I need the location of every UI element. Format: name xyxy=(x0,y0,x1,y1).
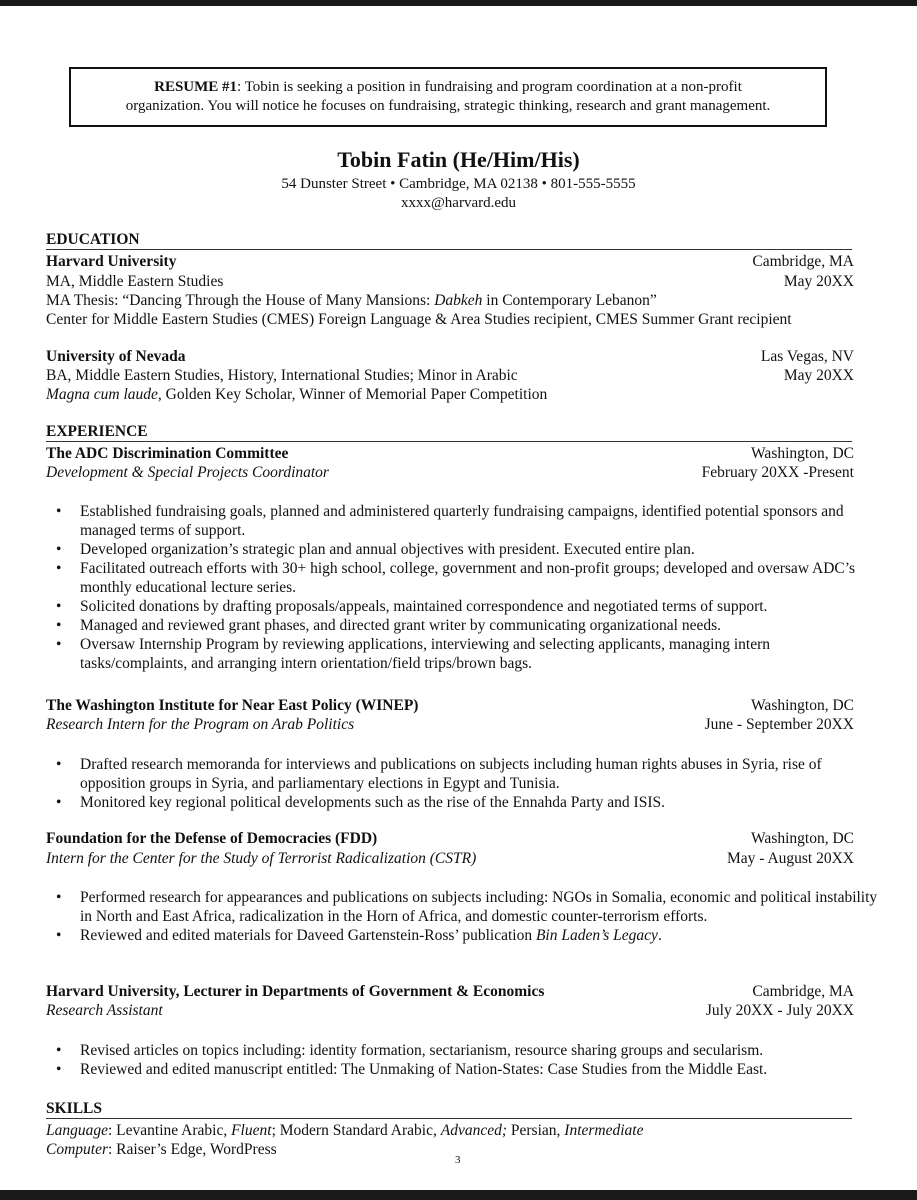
degree: BA, Middle Eastern Studies, History, International Studies; Minor in Arabic xyxy=(46,367,518,384)
education-harvard-degree xyxy=(46,272,854,291)
thesis-prefix: MA Thesis: “Dancing Through the House of Many Mansions: xyxy=(46,292,435,309)
honors-rest: Golden Key Scholar, Winner of Memorial Paper Competition xyxy=(161,386,548,403)
job-location: Washington, DC xyxy=(751,445,854,462)
job-dates: May - August 20XX xyxy=(726,850,854,867)
job-fdd-header xyxy=(46,829,854,848)
list-item: • Revised articles on topics including: identity formation, sectarianism, resource sharing groups and secularism. xyxy=(80,1041,880,1060)
job-role: Development & Special Projects Coordinator xyxy=(46,464,329,481)
top-border-bar xyxy=(0,0,917,6)
list-item: • Facilitated outreach efforts with 30+ high school, college, government and non-profit groups; developed and oversaw ADC’s monthly educational lecture series. xyxy=(80,559,880,597)
job-org: The Washington Institute for Near East Policy (WINEP) xyxy=(46,697,419,714)
job-org: The ADC Discrimination Committee xyxy=(46,445,289,462)
education-harvard-thesis xyxy=(46,291,854,310)
language-2-level: Advanced; xyxy=(440,1122,508,1139)
experience-section-title: EXPERIENCE xyxy=(46,423,852,442)
note-text-line2: organization. You will notice he focuses on fundraising, strategic thinking, research and grant management. xyxy=(125,98,771,114)
job-location: Washington, DC xyxy=(751,830,854,847)
job-dates: February 20XX -Present xyxy=(701,464,854,481)
list-item: • Drafted research memoranda for interviews and publications on subjects including human rights abuses in Syria, rise of opposition groups in Syria, and parliamentary elections in Egypt and Tunisia. xyxy=(80,755,880,793)
job-role: Research Intern for the Program on Arab Politics xyxy=(46,716,355,733)
honors xyxy=(46,385,547,404)
job-adc-bullets xyxy=(46,502,880,673)
education-harvard-header xyxy=(46,252,854,271)
job-winep-role xyxy=(46,715,854,734)
job-harvard-bullets xyxy=(46,1041,880,1079)
job-harvard-header xyxy=(46,982,854,1001)
list-item: • Solicited donations by drafting proposals/appeals, maintained correspondence and negotiated terms of support. xyxy=(80,597,880,616)
page-number: 3 xyxy=(455,1154,461,1166)
honors-italic: Magna cum laude, xyxy=(46,386,162,403)
list-item: • Reviewed and edited manuscript entitled: The Unmaking of Nation-States: Case Studies from the Middle East. xyxy=(80,1060,880,1079)
degree-date: May 20XX xyxy=(783,367,854,384)
skills-computer xyxy=(46,1140,854,1159)
education-nevada-header xyxy=(46,347,854,366)
list-item: • Oversaw Internship Program by reviewing applications, interviewing and selecting applicants, managing intern tasks/complaints, and arranging intern orientation/field trips/brown bags. xyxy=(80,635,880,673)
school-location: Las Vegas, NV xyxy=(760,348,854,365)
language-label: Language xyxy=(46,1122,108,1139)
note-label: RESUME #1 xyxy=(154,79,238,95)
school-name: University of Nevada xyxy=(46,348,186,365)
resume-note-box xyxy=(69,67,827,127)
list-item: • Managed and reviewed grant phases, and directed grant writer by communicating organizational needs. xyxy=(80,616,880,635)
job-role: Research Assistant xyxy=(46,1002,163,1019)
language-3-level: Intermediate xyxy=(564,1122,644,1139)
thesis-italic: Dabkeh xyxy=(434,292,483,309)
school-name: Harvard University xyxy=(46,253,177,270)
list-item: • Established fundraising goals, planned and administered quarterly fundraising campaigns, identified potential sponsors and managed terms of support. xyxy=(80,502,880,540)
bottom-border-bar xyxy=(0,1190,917,1200)
skills-section-title: SKILLS xyxy=(46,1100,852,1119)
list-item xyxy=(80,926,880,945)
computer-label: Computer xyxy=(46,1141,108,1158)
publication-title: Bin Laden’s Legacy xyxy=(535,927,658,944)
job-org: Foundation for the Defense of Democracies (FDD) xyxy=(46,830,378,847)
language-1: : Levantine Arabic, xyxy=(108,1122,232,1139)
job-adc-role xyxy=(46,463,854,482)
education-harvard-extra xyxy=(46,310,854,329)
email-line: xxxx@harvard.edu xyxy=(400,195,517,211)
job-adc-header xyxy=(46,444,854,463)
language-line xyxy=(46,1121,643,1140)
skills-language xyxy=(46,1121,854,1140)
education-nevada-degree xyxy=(46,366,854,385)
education-section-title: EDUCATION xyxy=(46,231,852,250)
job-location: Washington, DC xyxy=(751,697,854,714)
school-location: Cambridge, MA xyxy=(752,253,854,270)
job-fdd-role xyxy=(46,849,854,868)
job-location: Cambridge, MA xyxy=(752,983,854,1000)
bullet-prefix: Reviewed and edited materials for Daveed Gartenstein-Ross’ publication xyxy=(80,927,536,944)
list-item: • Performed research for appearances and publications on subjects including: NGOs in Somalia, economic and political instability in North and East Africa, radicalization in the Horn of Africa, and domestic counter-terrorism efforts. xyxy=(80,888,880,926)
degree-date: May 20XX xyxy=(783,273,854,290)
list-item: • Monitored key regional political developments such as the rise of the Ennahda Party and ISIS. xyxy=(80,793,880,812)
education-extra: Center for Middle Eastern Studies (CMES) Foreign Language & Area Studies recipient, CMES Summer Grant recipient xyxy=(46,311,792,328)
job-winep-bullets xyxy=(46,755,880,812)
job-dates: July 20XX - July 20XX xyxy=(705,1002,854,1019)
language-1-level: Fluent xyxy=(231,1122,272,1139)
job-harvard-role xyxy=(46,1001,854,1020)
job-winep-header xyxy=(46,696,854,715)
language-2: ; Modern Standard Arabic, xyxy=(271,1122,441,1139)
candidate-name: Tobin Fatin (He/Him/His) xyxy=(337,147,580,172)
job-role: Intern for the Center for the Study of Terrorist Radicalization (CSTR) xyxy=(46,850,477,867)
job-dates: June - September 20XX xyxy=(704,716,854,733)
education-nevada-honors xyxy=(46,385,854,404)
degree: MA, Middle Eastern Studies xyxy=(46,273,224,290)
bullet-suffix: . xyxy=(657,927,662,944)
language-3: Persian, xyxy=(507,1122,565,1139)
job-org: Harvard University, Lecturer in Departments of Government & Economics xyxy=(46,983,545,1000)
note-text-line1: : Tobin is seeking a position in fundraising and program coordination at a non-profit xyxy=(237,79,742,95)
job-fdd-bullets xyxy=(46,888,880,945)
thesis xyxy=(46,291,657,310)
computer-line xyxy=(46,1140,277,1159)
list-item: • Developed organization’s strategic plan and annual objectives with president. Executed entire plan. xyxy=(80,540,880,559)
computer-text: : Raiser’s Edge, WordPress xyxy=(108,1141,277,1158)
contact-line: 54 Dunster Street • Cambridge, MA 02138 • 801-555-5555 xyxy=(281,176,636,192)
thesis-suffix: in Contemporary Lebanon” xyxy=(482,292,657,309)
